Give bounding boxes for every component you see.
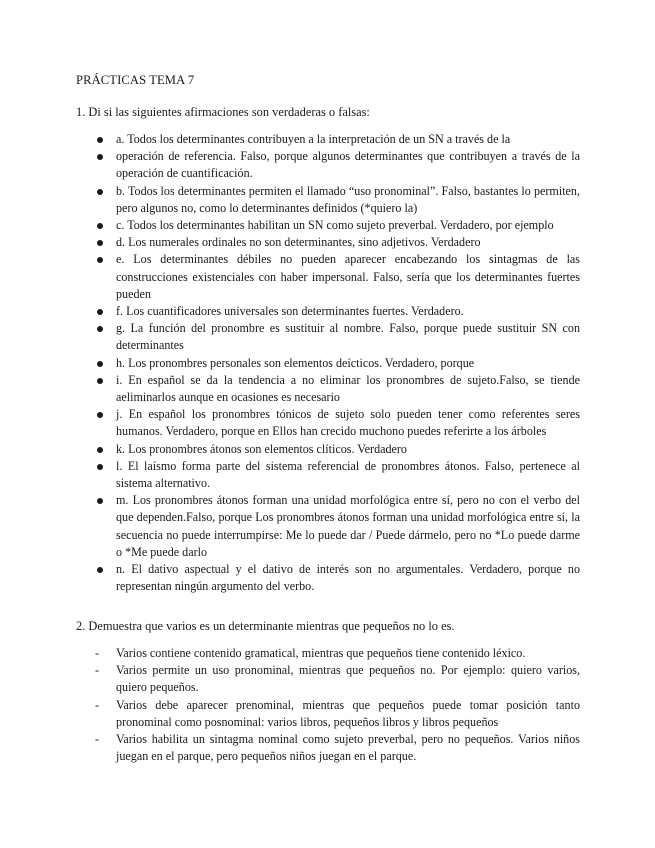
list-item <box>76 645 580 662</box>
list-item <box>76 372 580 406</box>
list-item-text: d. Los numerales ordinales no son determinantes, sino adjetivos. Verdadero <box>116 235 481 250</box>
list-item-text: k. Los pronombres átonos son elementos clíticos. Verdadero <box>116 441 407 456</box>
bullet-icon <box>97 240 103 246</box>
question-1-list <box>76 131 580 595</box>
bullet-icon <box>97 378 103 384</box>
list-item <box>76 406 580 440</box>
bullet-icon <box>97 464 103 470</box>
list-item-text: j. En español los pronombres tónicos de sujeto solo pueden tener como referentes seres humanos. Verdadero, porque en Ellos han crecido muchono puedes referirte a los árboles <box>116 407 580 439</box>
dash-bullet: - <box>95 663 100 678</box>
list-item <box>76 355 580 372</box>
list-item <box>76 662 580 696</box>
list-item-text: Varios habilita un sintagma nominal como sujeto preverbal, pero no pequeños. Varios niños juegan en el parque, pero pequeños niños juegan en el parque. <box>116 732 580 764</box>
list-item-text: Varios debe aparecer prenominal, mientras que pequeños puede tomar posición tanto pronominal como posnominal: varios libros, pequeños libros y libros pequeños <box>116 697 580 729</box>
dash-bullet: - <box>95 697 100 712</box>
list-item-text: l. El laísmo forma parte del sistema referencial de pronombres átonos. Falso, pertenece al sistema alternativo. <box>116 458 580 491</box>
bullet-icon <box>97 257 103 263</box>
bullet-icon <box>97 189 103 195</box>
list-item-text: operación de referencia. Falso, porque algunos determinantes que contribuyen a través de la operación de cuantificación. <box>116 149 580 181</box>
bullet-icon <box>97 498 103 504</box>
list-item <box>76 492 580 561</box>
list-item <box>76 131 580 148</box>
list-item <box>76 697 580 731</box>
list-item-text: e. Los determinantes débiles no pueden aparecer encabezando los sintagmas de las construcciones existenciales con haber impersonal. Falso, sería que los determinantes fuertes pueden <box>116 252 580 301</box>
dash-bullet: - <box>95 646 100 660</box>
dash-bullet: - <box>95 732 100 747</box>
list-item <box>76 458 580 492</box>
list-item <box>76 217 580 234</box>
list-item-text: a. Todos los determinantes contribuyen a la interpretación de un SN a través de la <box>116 132 511 146</box>
question-1-heading: 1. Di si las siguientes afirmaciones son verdaderas o falsas: <box>76 105 370 119</box>
list-item-text: n. El dativo aspectual y el dativo de interés son no argumentales. Verdadero, porque no representan ningún argumento del verbo. <box>116 562 580 594</box>
question-2-list <box>76 645 580 765</box>
list-item-text: g. La función del pronombre es sustituir al nombre. Falso, porque puede sustituir SN con determinantes <box>116 321 580 353</box>
list-item <box>76 561 580 595</box>
bullet-icon <box>97 154 103 160</box>
list-item-text: f. Los cuantificadores universales son determinantes fuertes. Verdadero. <box>116 304 464 319</box>
list-item-text: i. En español se da la tendencia a no eliminar los pronombres de sujeto.Falso, se tiende aeliminarlos aunque en ocasiones es necesario <box>116 372 580 405</box>
list-item <box>76 183 580 217</box>
list-item <box>76 320 580 354</box>
bullet-icon <box>97 326 103 332</box>
list-item <box>76 234 580 251</box>
bullet-icon <box>97 223 103 229</box>
bullet-icon <box>97 412 103 418</box>
list-item-text: m. Los pronombres átonos forman una unidad morfológica entre sí, pero no con el verbo del que dependen.Falso, porque Los pronombres átonos forman una unidad morfológica entre sí, la secuencia no puede interrumpirse: Me lo puede dar / Puede dármelo, pero no *Lo puede darme o *Me puede darlo <box>116 493 580 559</box>
question-2-heading: 2. Demuestra que varios es un determinante mientras que pequeños no lo es. <box>76 619 455 633</box>
bullet-icon <box>97 137 103 143</box>
list-item-text: b. Todos los determinantes permiten el llamado “uso pronominal”. Falso, bastantes lo permiten, pero algunos no, como lo determinantes definidos (*quiero la) <box>116 183 580 215</box>
list-item-text: Varios contiene contenido gramatical, mientras que pequeños tiene contenido léxico. <box>116 646 526 660</box>
bullet-icon <box>97 309 103 315</box>
list-item-text: Varios permite un uso pronominal, mientras que pequeños no. Por ejemplo: quiero varios, quiero pequeños. <box>116 663 580 695</box>
list-item <box>76 441 580 458</box>
bullet-icon <box>97 447 103 453</box>
document-title: PRÁCTICAS TEMA 7 <box>76 73 195 87</box>
list-item <box>76 148 580 182</box>
list-item <box>76 251 580 303</box>
list-item <box>76 731 580 765</box>
bullet-icon <box>97 361 103 367</box>
list-item <box>76 303 580 320</box>
list-item-text: h. Los pronombres personales son elementos deícticos. Verdadero, porque <box>116 355 475 370</box>
bullet-icon <box>97 567 103 573</box>
list-item-text: c. Todos los determinantes habilitan un SN como sujeto preverbal. Verdadero, por ejemplo <box>116 218 554 233</box>
